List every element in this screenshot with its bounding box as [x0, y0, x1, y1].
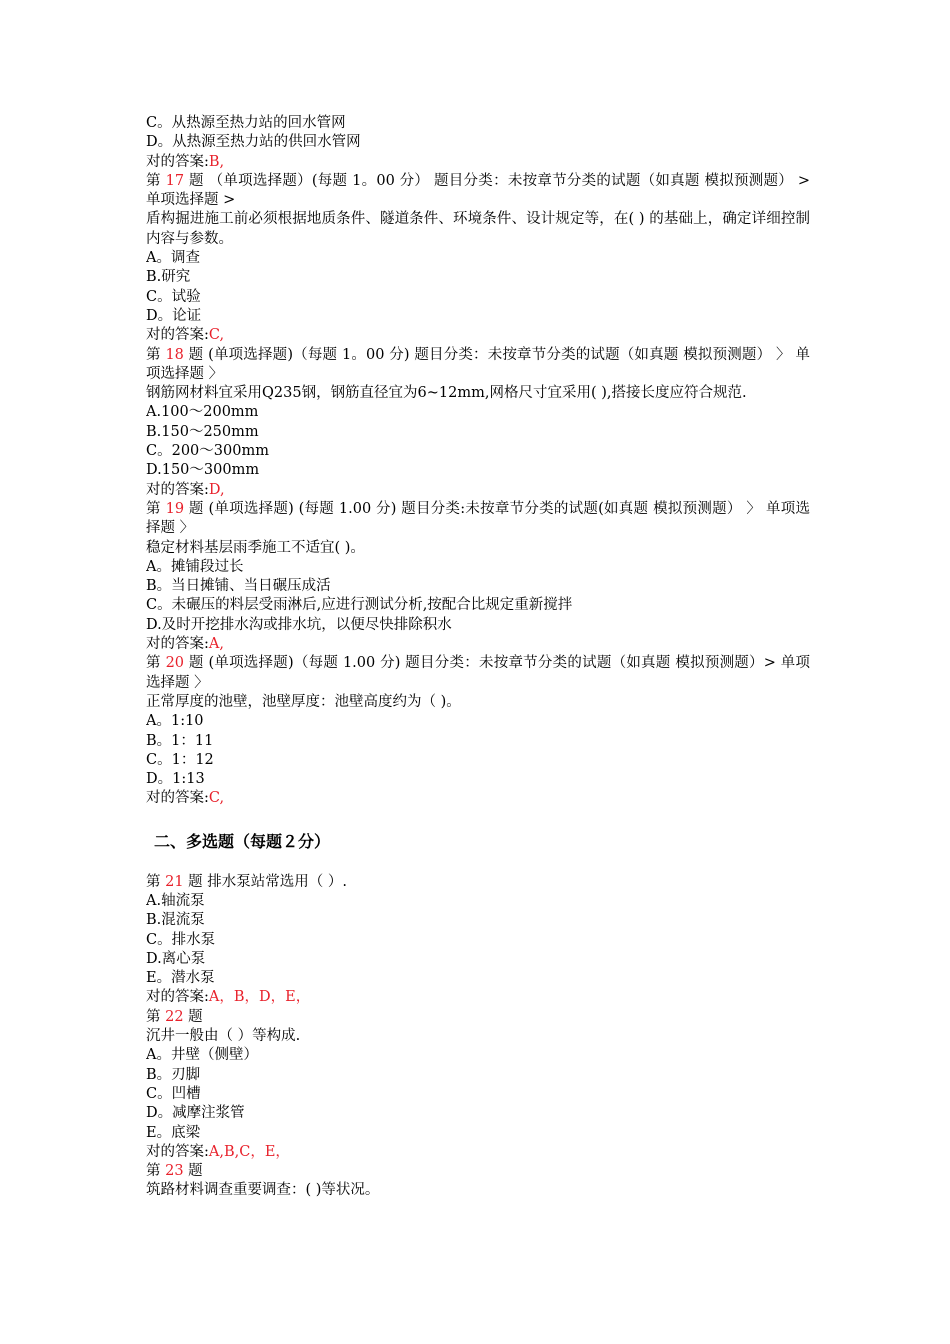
question-number: 17 [165, 172, 185, 189]
question-header: 第 17 题 （单项选择题）(每题 1。00 分） 题目分类：未按章节分类的试题（如真题 模拟预测题） > 单项选择题 > [146, 172, 811, 209]
question-stem: 盾构掘进施工前必须根据地质条件、隧道条件、环境条件、设计规定等，在( ) 的基础上，确定详细控制内容与参数。 [146, 211, 810, 247]
question-number: 21 [165, 873, 184, 890]
option-b: B。刃脚 [146, 1066, 201, 1083]
answer-label: 对的答案: [146, 153, 209, 170]
question-number: 20 [165, 655, 185, 672]
answer-value: A，B，D，E， [208, 989, 311, 1006]
option-b: B。当日摊铺、当日碾压成活 [146, 578, 331, 595]
question-number: 22 [165, 1008, 184, 1025]
answer-line: 对的答案:A，B，D，E， [146, 989, 311, 1006]
option-b: B.150～250mm [146, 423, 259, 440]
option-d: D。论证 [146, 307, 202, 324]
question-header: 第 21 题 排水泵站常选用（ ）. [146, 873, 347, 890]
section-heading: 二、多选题（每题２分） [154, 831, 331, 851]
option-d: D.及时开挖排水沟或排水坑，以便尽快排除积水 [146, 616, 452, 633]
option-c: C。未碾压的料层受雨淋后,应进行测试分析,按配合比规定重新搅拌 [146, 597, 573, 614]
question-stem: 正常厚度的池壁，池壁厚度：池壁高度约为（ )。 [146, 693, 461, 710]
answer-value: A, [208, 636, 224, 653]
option-c: C。从热源至热力站的回水管网 [146, 115, 346, 131]
answer-line: 对的答案:A, [146, 636, 224, 653]
option-d: D。减摩注浆管 [146, 1105, 245, 1122]
question-stem: 沉井一般由（ ）等构成. [146, 1028, 301, 1045]
question-number: 19 [165, 500, 185, 517]
answer-value: C, [208, 327, 225, 344]
answer-line: 对的答案:D, [146, 481, 225, 498]
question-header: 第 20 题 (单项选择题)（每题 1.00 分) 题目分类：未按章节分类的试题（如真题 模拟预测题）> 单项选择题 〉 [146, 655, 810, 691]
option-a: A。井壁（侧壁） [146, 1047, 258, 1064]
option-b: B.研究 [146, 269, 191, 286]
answer-value: C, [208, 790, 225, 807]
question-header: 第 23 题 [146, 1163, 203, 1180]
option-d: D.离心泵 [146, 950, 206, 967]
option-a: A。调查 [146, 250, 200, 267]
question-number: 23 [165, 1163, 184, 1180]
option-b: B。1：11 [146, 732, 214, 749]
option-c: C。凹槽 [146, 1085, 201, 1102]
answer-line [146, 153, 810, 172]
question-stem: 筑路材料调查重要调查：( )等状况。 [146, 1182, 380, 1199]
option-e: E。底梁 [146, 1124, 201, 1141]
option-e: E。潜水泵 [146, 970, 215, 987]
option-a: A。摊铺段过长 [146, 558, 244, 575]
answer-line: 对的答案:C, [146, 790, 225, 807]
option-c: C。200～300mm [146, 443, 269, 460]
option-c: C。试验 [146, 288, 201, 305]
option-a: A.轴流泵 [146, 892, 205, 909]
answer-line: 对的答案:C, [146, 327, 225, 344]
question-stem: 钢筋网材料宜采用Q235钢，钢筋直径宜为6~12mm,网格尺寸宜采用( ),搭接长度应符合规范. [146, 385, 747, 402]
option-b: B.混流泵 [146, 912, 205, 929]
option-a: A。1:10 [146, 713, 204, 730]
option-a: A.100～200mm [146, 404, 259, 421]
document-page [146, 114, 810, 1201]
option-d: D。1:13 [146, 771, 205, 788]
answer-value: D, [208, 481, 225, 498]
option-c: C。排水泵 [146, 931, 216, 948]
answer-value: B, [208, 153, 225, 170]
question-header: 第 19 题 (单项选择题) (每题 1.00 分) 题目分类:未按章节分类的试题(如真题 模拟预测题） 〉 单项选择题 〉 [146, 500, 811, 537]
option-d: D.150～300mm [146, 462, 260, 479]
question-header: 第 18 题 (单项选择题)（每题 1。00 分) 题目分类：未按章节分类的试题（如真题 模拟预测题） 〉 单项选择题 〉 [146, 346, 810, 382]
answer-line: 对的答案:A,B,C，E， [146, 1143, 290, 1160]
question-stem: 稳定材料基层雨季施工不适宜( )。 [146, 539, 365, 556]
question-number: 18 [165, 346, 184, 363]
answer-value: A,B,C，E， [208, 1143, 290, 1160]
option-c: C。1：12 [146, 751, 214, 768]
question-header: 第 22 题 [146, 1008, 203, 1025]
option-d: D。从热源至热力站的供回水管网 [146, 134, 361, 151]
